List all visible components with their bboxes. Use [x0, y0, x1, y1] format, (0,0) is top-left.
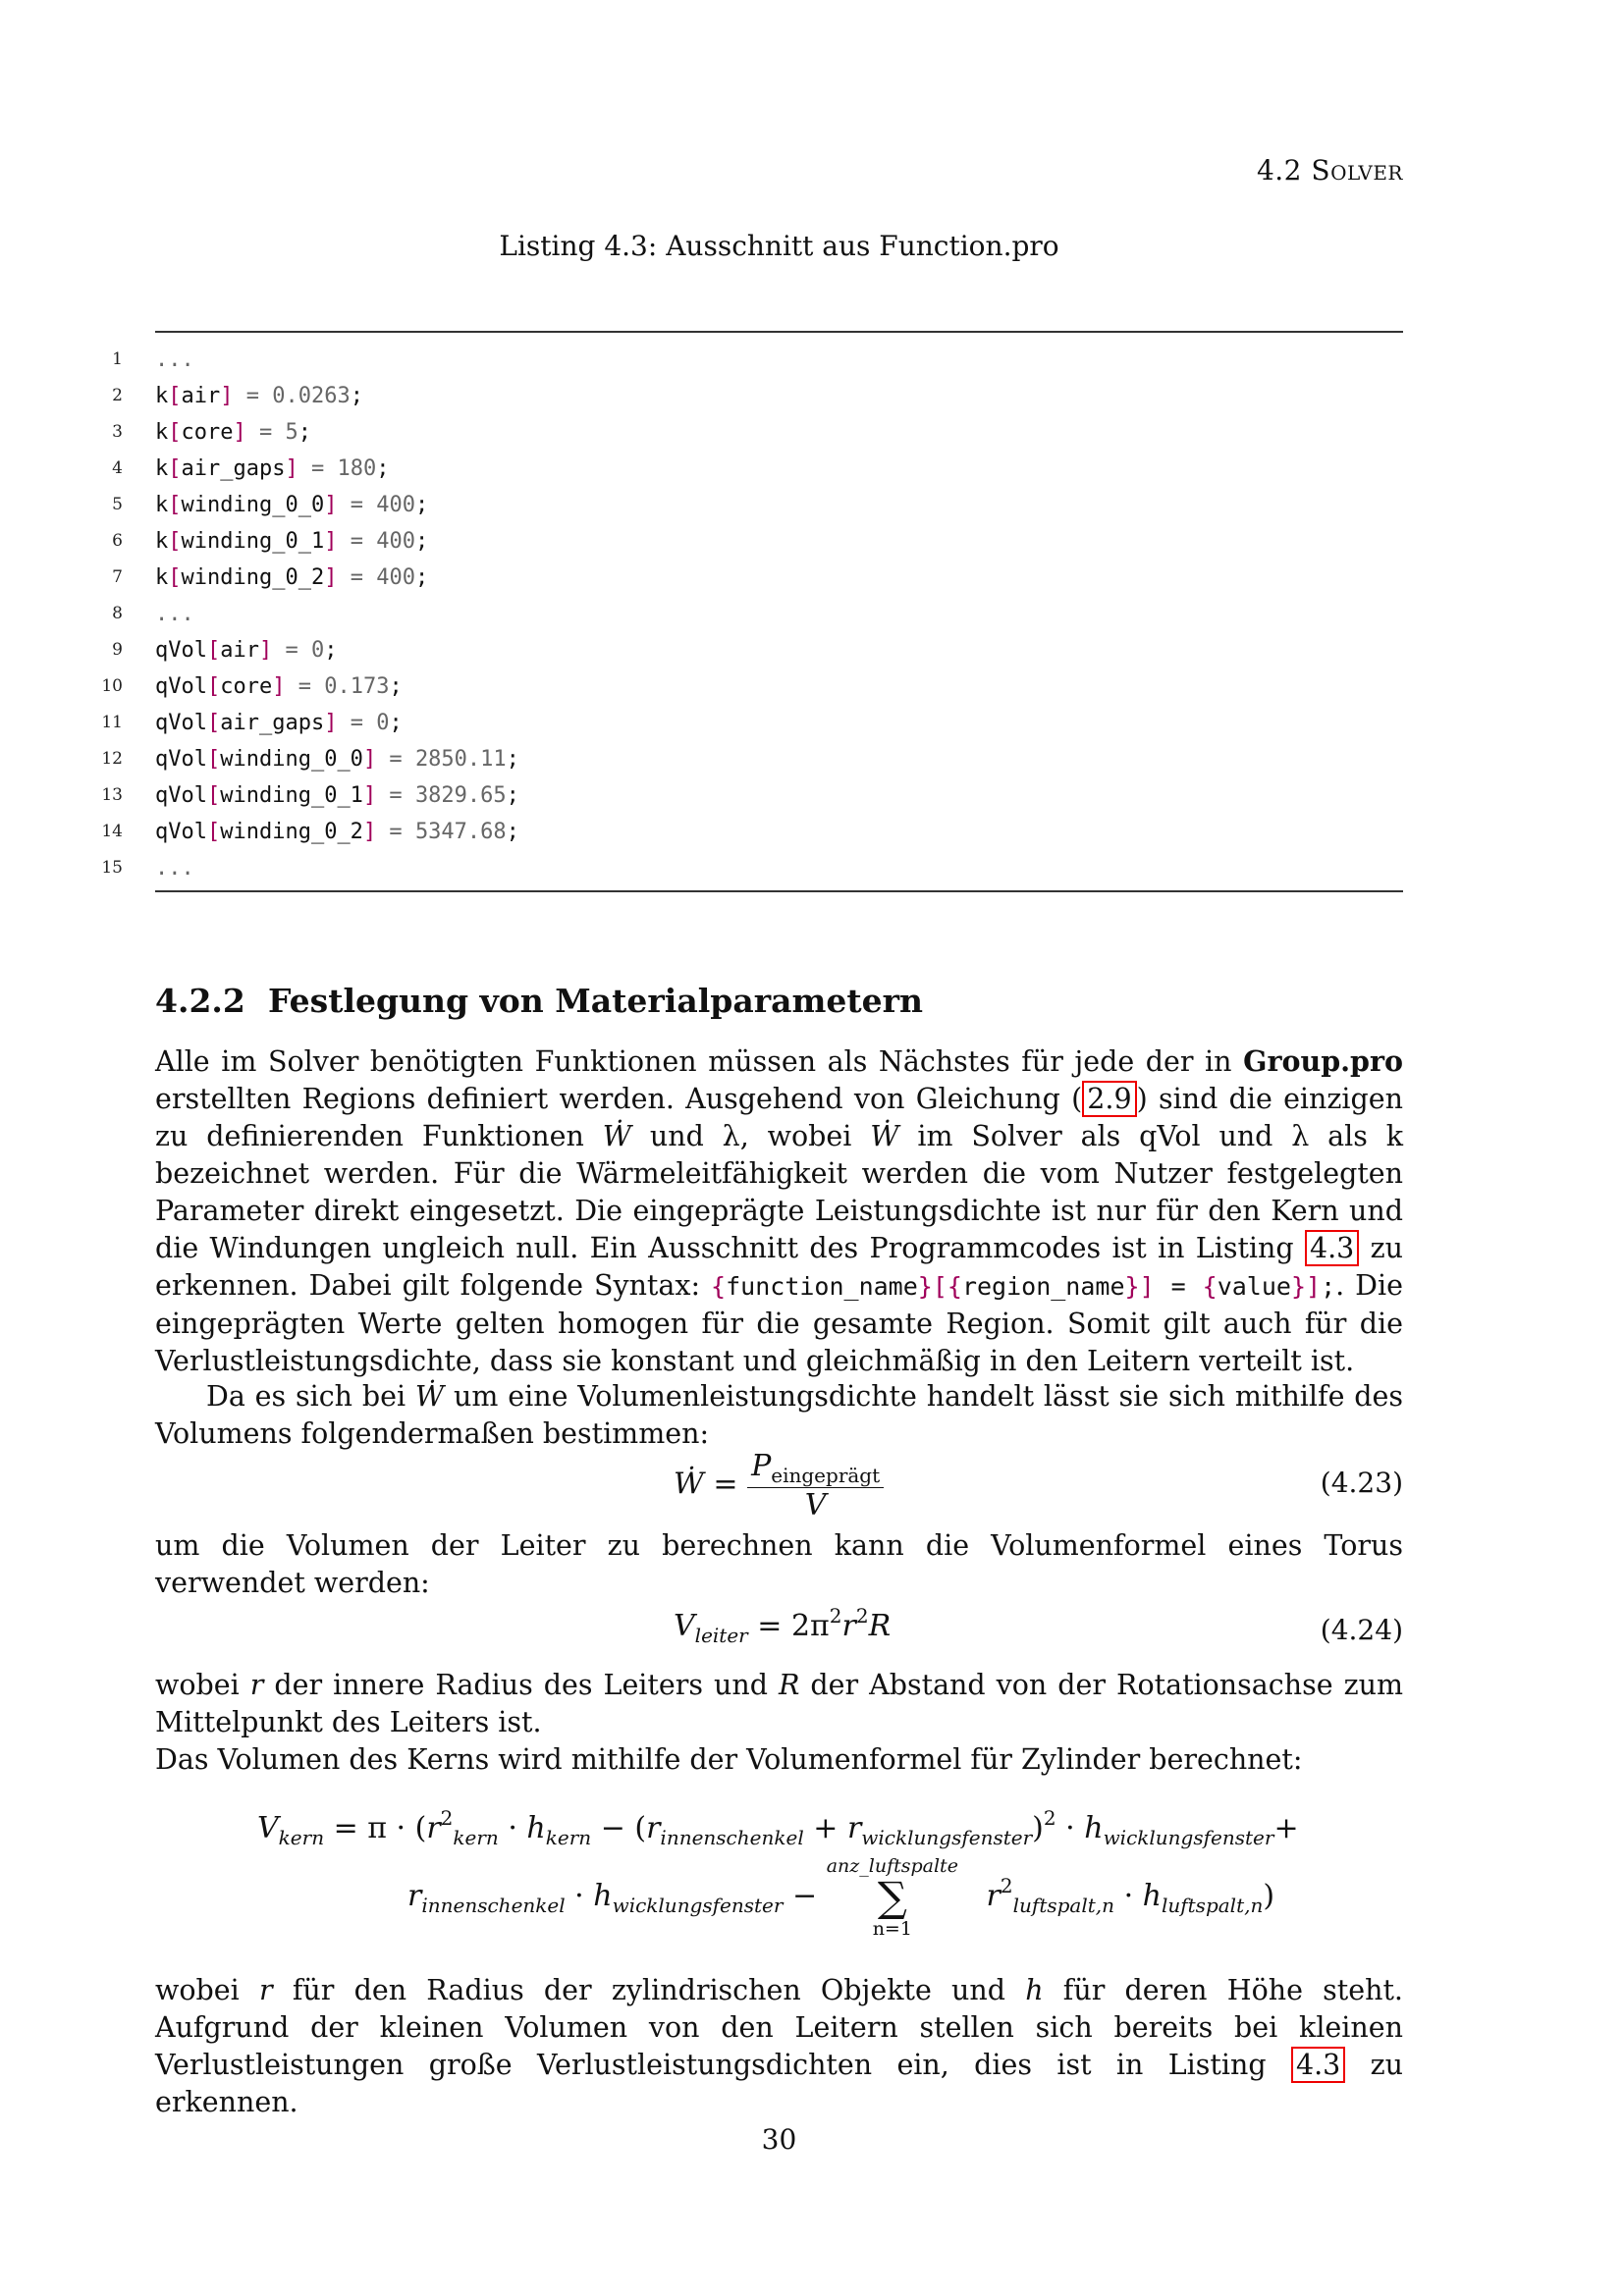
code-text: qVol[air] = 0;: [155, 638, 338, 663]
listing-top-rule: [155, 331, 1403, 333]
line-number: 15: [101, 858, 123, 878]
line-number: 9: [112, 640, 123, 660]
code-text: qVol[core] = 0.173;: [155, 674, 403, 699]
code-text: qVol[winding_0_1] = 3829.65;: [155, 783, 519, 808]
code-text: k[air] = 0.0263;: [155, 384, 363, 408]
code-text: k[winding_0_1] = 400;: [155, 529, 429, 554]
code-text: k[winding_0_0] = 400;: [155, 493, 429, 517]
code-line: [93, 414, 1403, 451]
paragraph-1: Alle im Solver benötigten Funktionen müssen als Nächstes für jede der in Group.pro erstellten Regions definiert werden. Ausgehend von Gleichung ( 2.9 ) sind die einzigen zu definierenden Funktionen Ẇ und λ, wobei Ẇ im Solver als qVol und λ als k bezeichnet werden. Für die Wärmeleitfähigkeit werden die vom Nutzer festgelegten Parameter direkt eingesetzt. Die eingeprägte Leistungsdichte ist nur für den Kern und die Windungen ungleich null. Ein Ausschnitt des Programmcodes ist in Listing 4.3 zu erkennen. Dabei gilt folgende Syntax: {function_name}[{region_name}] = {value}];. Die eingeprägten Werte gelten homogen für die gesamte Region. Somit gilt auch für die Verlustleistungsdichte, dass sie konstant und gleichmäßig in den Leitern verteilt ist.: [155, 1044, 1404, 1377]
code-text: k[air_gaps] = 180;: [155, 456, 390, 481]
sum-symbol: anz_luftspalte ∑ n=1: [826, 1855, 958, 1940]
code-line: [93, 668, 1403, 705]
paragraph-6: wobei r für den Radius der zylindrischen Objekte und h für deren Höhe steht. Aufgrund der kleinen Volumen von den Leitern stellen sich bereits bei kleinen Verlustleistungen große Verlustleistungsdichten ein, dies ist in Listing 4.3 zu erkennen.: [155, 1974, 1403, 2118]
line-number: 11: [101, 713, 123, 732]
paragraph-5: Das Volumen des Kerns wird mithilfe der Volumenformel für Zylinder berechnet:: [155, 1743, 1303, 1776]
line-number: 4: [112, 458, 123, 478]
equation-4-24: $V_{leiter} = 2\pi^2r^2R$: [674, 1604, 892, 1647]
line-number: 12: [101, 749, 123, 769]
running-header: [155, 154, 1403, 187]
line-number: 5: [112, 495, 123, 514]
code-line: [93, 741, 1403, 777]
code-line: [93, 632, 1403, 668]
code-text: qVol[winding_0_0] = 2850.11;: [155, 747, 519, 772]
section-number: 4.2.2: [155, 982, 245, 1020]
code-text: qVol[air_gaps] = 0;: [155, 711, 403, 735]
listing-ref-link[interactable]: 4.3: [1305, 1230, 1359, 1266]
code-line: [93, 523, 1403, 560]
code-line: [93, 451, 1403, 487]
code-line: [93, 705, 1403, 741]
equation-kern-line-2: $r_{innenschenkel} \cdot h_{wicklungsfenster}$ − anz_luftspalte ∑ n=1 $r^2_{luftspalt,n} \cdot h_{luftspalt,n}$): [407, 1855, 1275, 1940]
code-line: [93, 378, 1403, 414]
equation-kern-line-1: $V_{kern} = \pi \cdot (r^2_{kern} \cdot h_{kern} - (r_{innenschenkel} + r_{wicklungsfenster})^2 \cdot h_{wicklungsfenster}+$: [257, 1806, 1299, 1849]
line-number: 6: [112, 531, 123, 551]
code-line: [93, 487, 1403, 523]
code-text: ...: [155, 347, 194, 372]
listing-caption: Listing 4.3: Ausschnitt aus Function.pro: [499, 230, 1059, 262]
syntax-code: {function_name}[{region_name}] = {value}];: [711, 1272, 1336, 1301]
page-number: 30: [761, 2123, 797, 2156]
code-line: [93, 342, 1403, 378]
line-number: 8: [112, 604, 123, 623]
code-text: k[winding_0_2] = 400;: [155, 565, 429, 590]
section-title: Festlegung von Materialparametern: [268, 982, 924, 1020]
equation-ref-link[interactable]: 2.9: [1082, 1081, 1136, 1117]
code-line: [93, 596, 1403, 632]
equation-4-23: Ẇ = $\frac{P_{eingeprägt}}{V}$: [674, 1449, 884, 1522]
equation-label-4-23: (4.23): [1320, 1467, 1403, 1499]
line-number: 13: [101, 785, 123, 805]
code-line: [93, 850, 1403, 886]
code-text: ...: [155, 856, 194, 881]
line-number: 2: [112, 386, 123, 405]
code-text: k[core] = 5;: [155, 420, 311, 445]
code-line: [93, 560, 1403, 596]
line-number: 1: [112, 349, 123, 369]
line-number: 14: [101, 822, 123, 841]
paragraph-4: wobei r der innere Radius des Leiters und R der Abstand von der Rotationsachse zum Mittelpunkt des Leiters ist.: [155, 1669, 1403, 1738]
paragraph-3: um die Volumen der Leiter zu berechnen kann die Volumenformel eines Torus verwendet werden:: [155, 1529, 1403, 1599]
group-pro-filename: Group.pro: [1243, 1044, 1403, 1078]
listing-ref-link-2[interactable]: 4.3: [1291, 2047, 1345, 2083]
line-number: 7: [112, 567, 123, 587]
code-line: [93, 777, 1403, 814]
line-number: 3: [112, 422, 123, 442]
header-number: 4.2: [1256, 154, 1302, 187]
code-text: qVol[winding_0_2] = 5347.68;: [155, 820, 519, 844]
header-title: Solver: [1311, 154, 1403, 187]
listing-bottom-rule: [155, 890, 1403, 892]
paragraph-2: Da es sich bei Ẇ um eine Volumenleistungsdichte handelt lässt sie sich mithilfe des Volumens folgendermaßen bestimmen:: [155, 1380, 1403, 1450]
code-text: ...: [155, 602, 194, 626]
equation-label-4-24: (4.24): [1320, 1614, 1403, 1646]
code-listing: [93, 342, 1403, 886]
section-heading: [155, 982, 923, 1020]
line-number: 10: [101, 676, 123, 696]
code-line: [93, 814, 1403, 850]
